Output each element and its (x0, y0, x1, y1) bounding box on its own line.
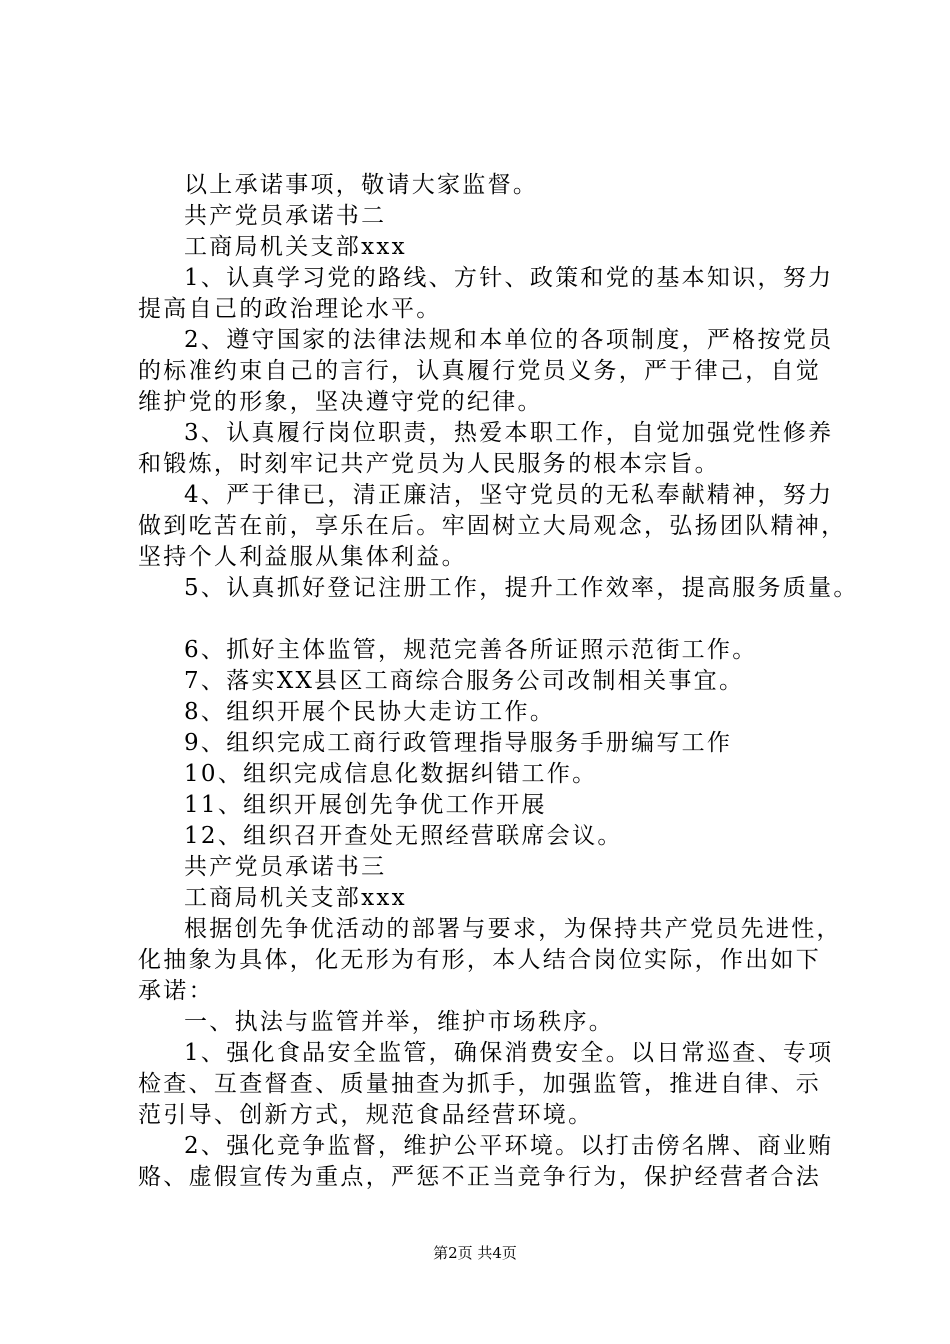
text-line: 10、组织完成信息化数据纠错工作。 (184, 761, 598, 787)
text-line: 1、强化食品安全监管，确保消费安全。以日常巡查、专项 (184, 1040, 834, 1066)
text-line: 范引导、创新方式，规范食品经营环境。 (138, 1102, 594, 1128)
text-line: 检查、互查督查、质量抽查为抓手，加强监管，推进自律、示 (138, 1071, 822, 1097)
text-line: 2、强化竞争监督，维护公平环境。以打击傍名牌、商业贿 (184, 1133, 834, 1159)
text-line: 根据创先争优活动的部署与要求，为保持共产党员先进性， (184, 916, 842, 942)
text-line: 12、组织召开查处无照经营联席会议。 (184, 823, 623, 849)
text-line: 共产党员承诺书三 (184, 854, 387, 880)
text-line: 以上承诺事项，敬请大家监督。 (184, 172, 539, 198)
text-line: 1、认真学习党的路线、方针、政策和党的基本知识，努力 (184, 265, 834, 291)
text-line: 共产党员承诺书二 (184, 203, 387, 229)
document-body (138, 170, 859, 1193)
text-line: 9、组织完成工商行政管理指导服务手册编写工作 (184, 730, 733, 756)
text-line: 工商局机关支部xxx (184, 885, 407, 911)
text-line: 8、组织开展个民协大走访工作。 (184, 699, 556, 725)
text-line: 7、落实XX县区工商综合服务公司改制相关事宜。 (184, 668, 745, 694)
text-line: 5、认真抓好登记注册工作，提升工作效率，提高服务质量。 (184, 575, 859, 601)
text-line: 维护党的形象，坚决遵守党的纪律。 (138, 389, 543, 415)
text-line: 提高自己的政治理论水平。 (138, 296, 442, 322)
text-line: 工商局机关支部xxx (184, 234, 407, 260)
text-line: 做到吃苦在前，享乐在后。牢固树立大局观念，弘扬团队精神， (138, 513, 847, 539)
page-footer: 第2页 共4页 (433, 1244, 517, 1262)
text-line: 4、严于律已，清正廉洁，坚守党员的无私奉献精神，努力 (184, 482, 834, 508)
text-line: 6、抓好主体监管，规范完善各所证照示范街工作。 (184, 637, 758, 663)
text-line: 11、组织开展创先争优工作开展 (184, 792, 547, 818)
text-line: 2、遵守国家的法律法规和本单位的各项制度，严格按党员 (184, 327, 834, 353)
text-line: 和锻炼，时刻牢记共产党员为人民服务的根本宗旨。 (138, 451, 720, 477)
text-line: 化抽象为具体，化无形为有形，本人结合岗位实际，作出如下 (138, 947, 822, 973)
text-line: 坚持个人利益服从集体利益。 (138, 544, 467, 570)
text-line: 承诺： (138, 978, 214, 1004)
text-line: 一、执法与监管并举，维护市场秩序。 (184, 1009, 615, 1035)
text-line: 3、认真履行岗位职责，热爱本职工作，自觉加强党性修养 (184, 420, 834, 446)
text-line: 的标准约束自己的言行，认真履行党员义务，严于律己，自觉 (138, 358, 822, 384)
text-line: 赂、虚假宣传为重点，严惩不正当竞争行为，保护经营者合法 (138, 1164, 822, 1190)
blank-line (138, 604, 838, 635)
